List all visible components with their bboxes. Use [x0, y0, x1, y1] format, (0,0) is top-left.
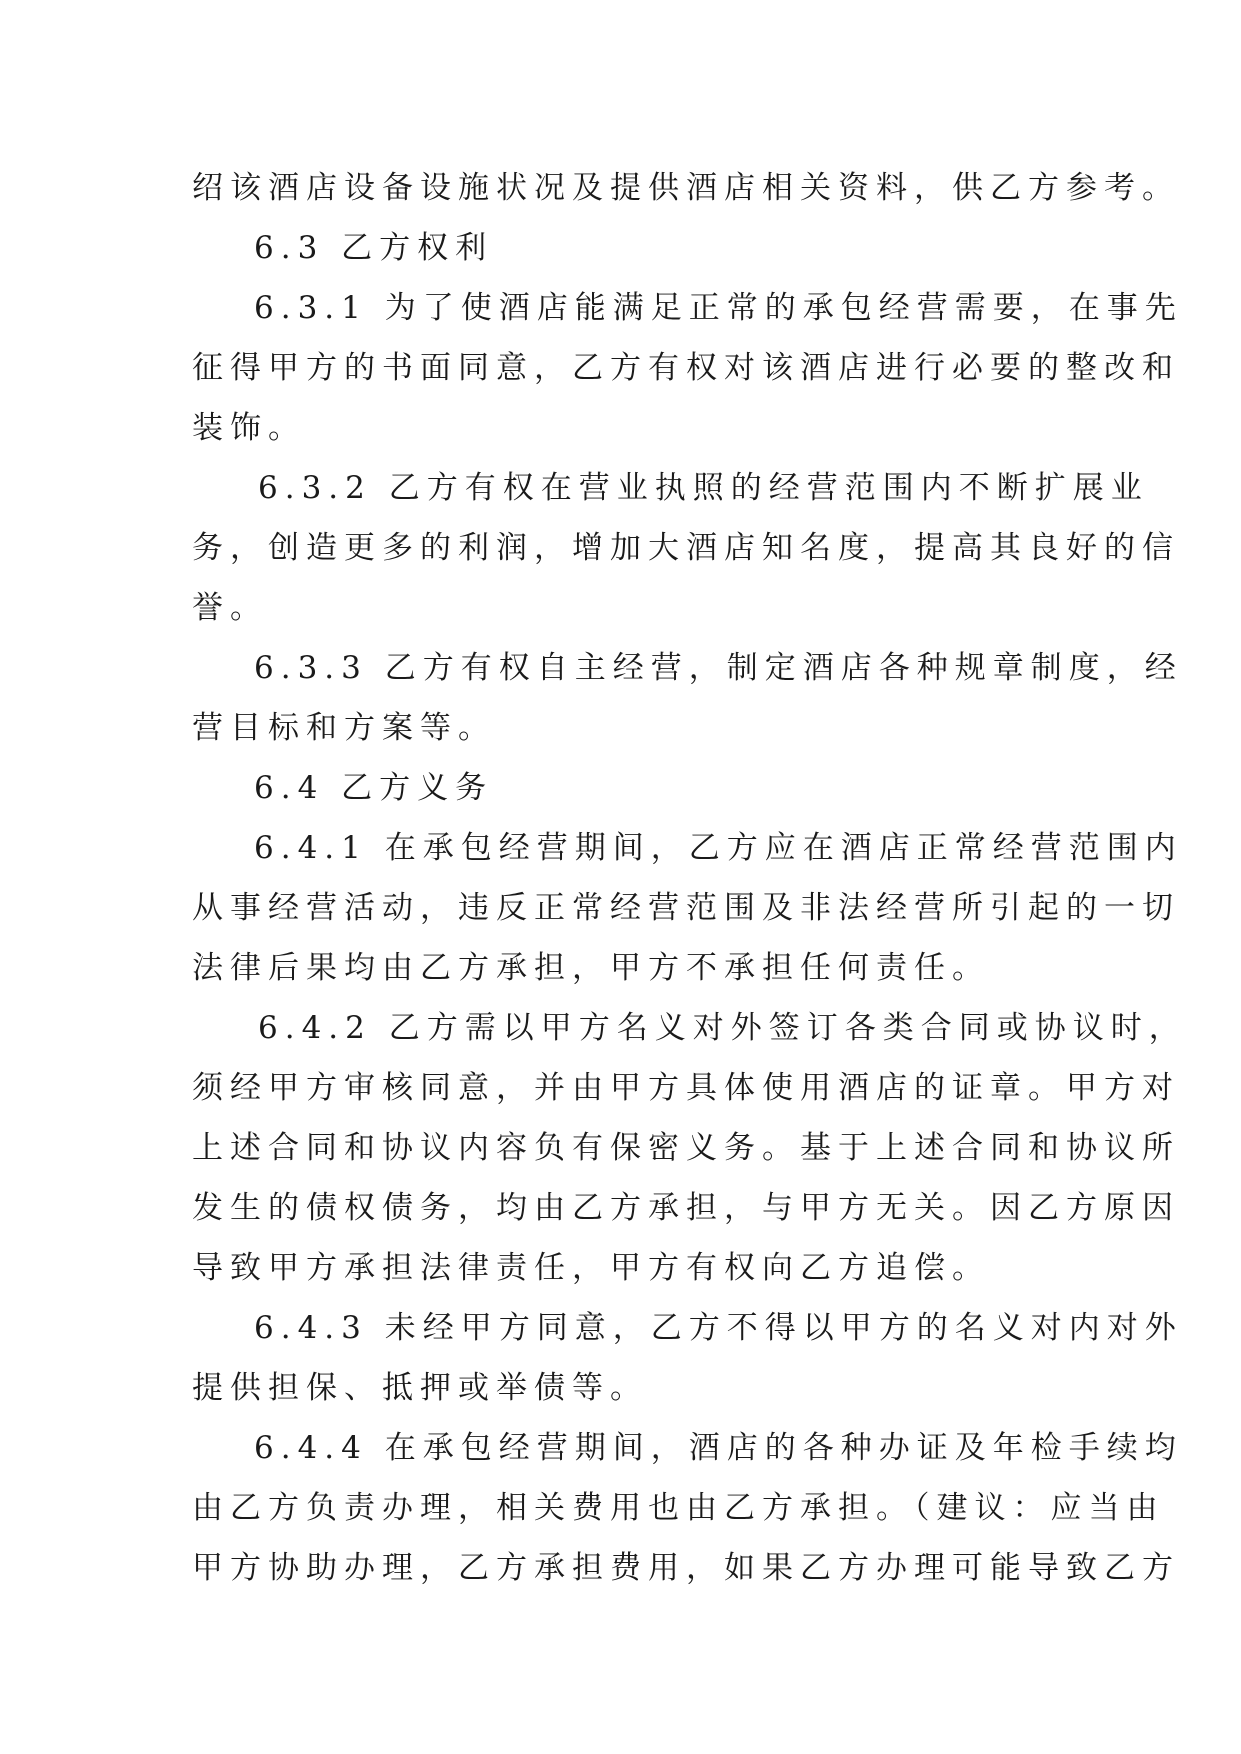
- text-line: 由乙方负责办理，相关费用也由乙方承担。（建议：应当由: [192, 1490, 1165, 1526]
- clause-6-3-2-line: 6.3.2 乙方有权在营业执照的经营范围内不断扩展业: [258, 470, 1149, 506]
- text-line: 发生的债权债务，均由乙方承担，与甲方无关。因乙方原因: [192, 1190, 1180, 1226]
- section-heading-6-4: 6.4 乙方义务: [254, 770, 494, 806]
- section-heading-6-3: 6.3 乙方权利: [254, 230, 494, 266]
- clause-6-4-3-line: 6.4.3 未经甲方同意，乙方不得以甲方的名义对内对外: [254, 1310, 1183, 1346]
- text-line: 甲方协助办理，乙方承担费用，如果乙方办理可能导致乙方: [192, 1550, 1180, 1586]
- text-line: 上述合同和协议内容负有保密义务。基于上述合同和协议所: [192, 1130, 1180, 1166]
- text-line: 法律后果均由乙方承担，甲方不承担任何责任。: [192, 950, 990, 986]
- clause-6-4-2-line: 6.4.2 乙方需以甲方名义对外签订各类合同或协议时，: [258, 1010, 1187, 1046]
- text-line: 务，创造更多的利润，增加大酒店知名度，提高其良好的信: [192, 530, 1180, 566]
- clause-6-3-1-line: 6.3.1 为了使酒店能满足正常的承包经营需要，在事先: [254, 290, 1183, 326]
- text-line: 征得甲方的书面同意，乙方有权对该酒店进行必要的整改和: [192, 350, 1180, 386]
- clause-6-4-1-line: 6.4.1 在承包经营期间，乙方应在酒店正常经营范围内: [254, 830, 1183, 866]
- text-line: 须经甲方审核同意，并由甲方具体使用酒店的证章。甲方对: [192, 1070, 1180, 1106]
- text-line: 装饰。: [192, 410, 306, 446]
- clause-6-4-4-line: 6.4.4 在承包经营期间，酒店的各种办证及年检手续均: [254, 1430, 1183, 1466]
- clause-6-3-3-line: 6.3.3 乙方有权自主经营，制定酒店各种规章制度，经: [254, 650, 1183, 686]
- text-line: 导致甲方承担法律责任，甲方有权向乙方追偿。: [192, 1250, 990, 1286]
- text-line: 誉。: [192, 590, 268, 626]
- text-line: 提供担保、抵押或举债等。: [192, 1370, 648, 1406]
- document-page: [192, 158, 1187, 1598]
- text-line: 营目标和方案等。: [192, 710, 496, 746]
- text-line: 绍该酒店设备设施状况及提供酒店相关资料，供乙方参考。: [192, 170, 1180, 206]
- text-line: 从事经营活动，违反正常经营范围及非法经营所引起的一切: [192, 890, 1180, 926]
